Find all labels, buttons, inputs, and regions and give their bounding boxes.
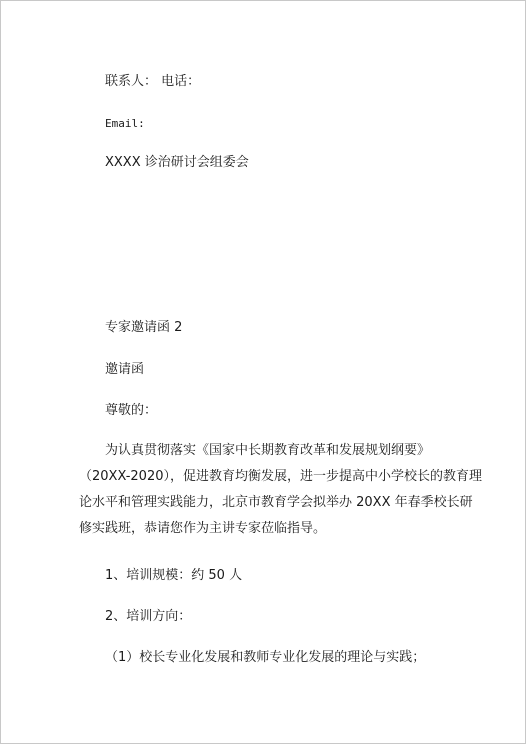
body-line: 论水平和管理实践能力，北京市教育学会拟举办 20XX 年春季校长研 (79, 495, 473, 510)
salutation: 尊敬的： (105, 403, 158, 418)
body-line: 修实践班，恭请您作为主讲专家莅临指导。 (79, 521, 327, 536)
email-line: Email: (105, 117, 145, 130)
body-line: （20XX-2020），促进教育均衡发展，进一步提高中小学校长的教育理 (79, 469, 482, 484)
training-scale-item: 1、培训规模：约 50 人 (105, 568, 243, 583)
letter-body-paragraph (79, 438, 482, 542)
organizer-line: XXXX 诊治研讨会组委会 (105, 155, 249, 170)
training-direction-item: 2、培训方向： (105, 609, 192, 624)
training-direction-subitem: （1）校长专业化发展和教师专业化发展的理论与实践； (105, 650, 426, 665)
letter-title: 邀请函 (105, 362, 145, 377)
letter-heading: 专家邀请函 2 (105, 320, 183, 335)
body-line: 为认真贯彻落实《国家中长期教育改革和发展规划纲要》 (105, 443, 431, 458)
contact-phone-line: 联系人： 电话： (105, 74, 201, 89)
